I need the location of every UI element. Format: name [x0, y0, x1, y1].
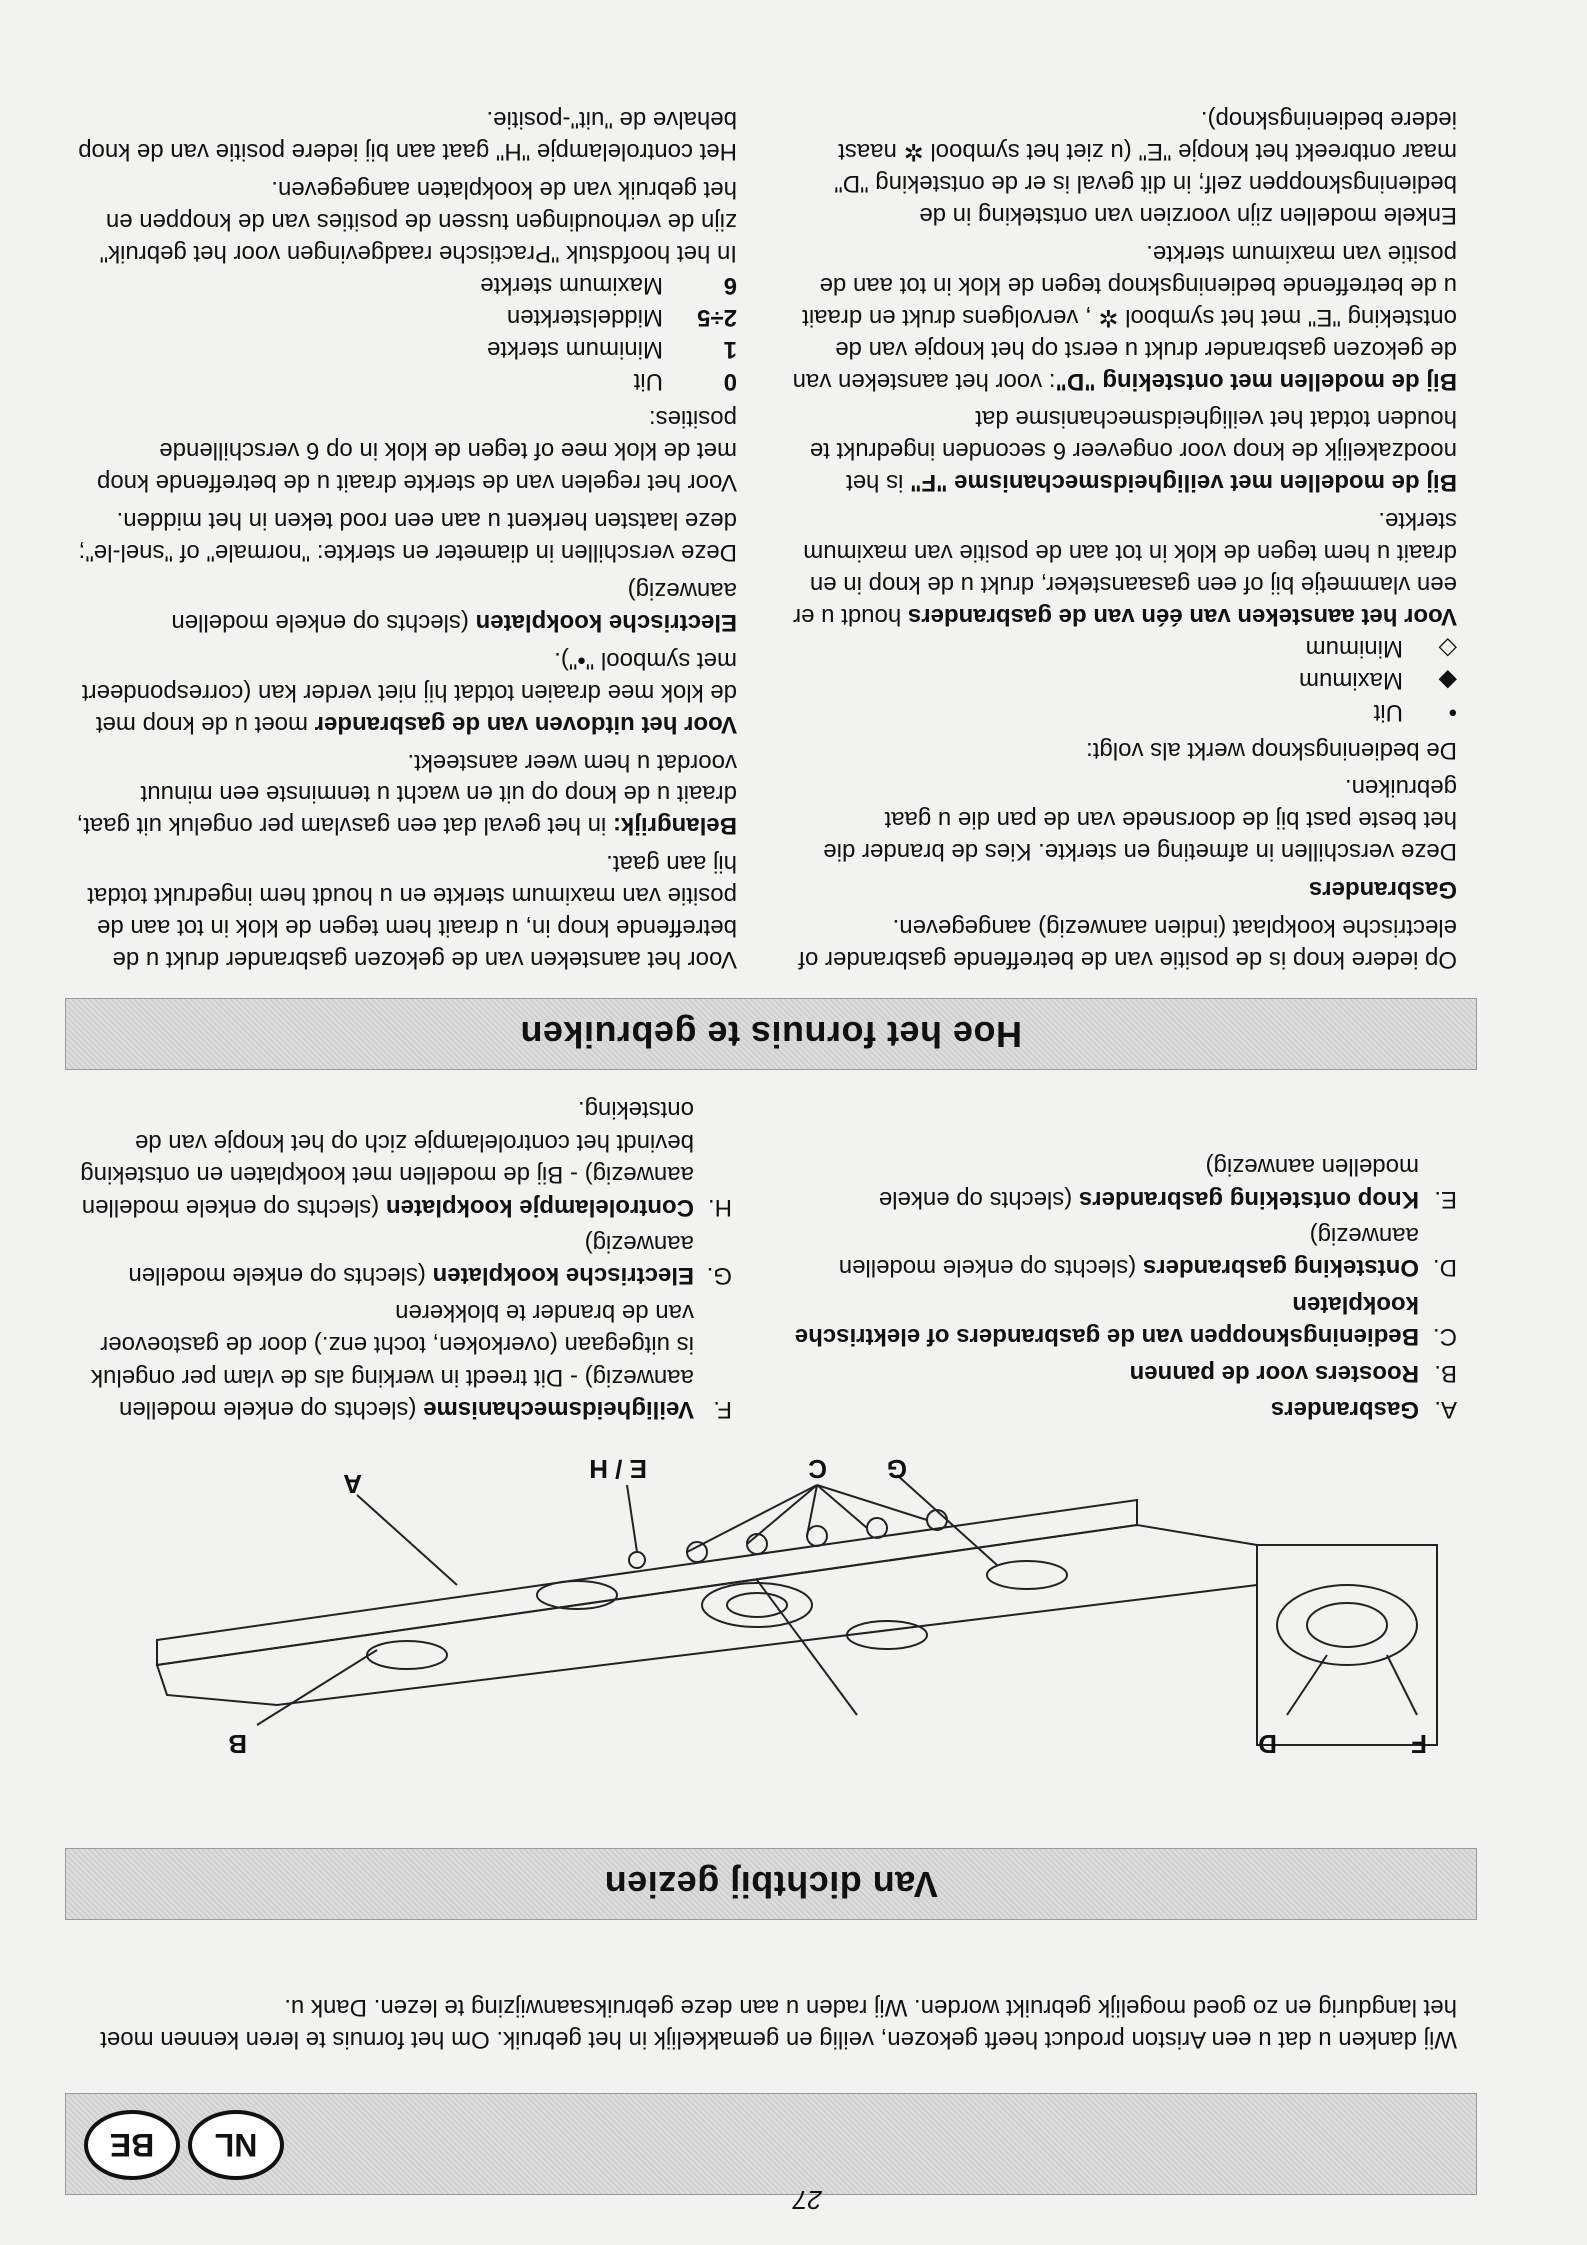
paragraph-electric-types: Deze verschillen in diameter en sterkte: "normale" of "snel-le"; deze laatsten herkent u aan een rood teken in het midden. [78, 507, 737, 567]
figure-label-a: A [343, 1469, 362, 1499]
figure-label-g: G [886, 1454, 907, 1484]
paragraph-ignition: Bij de modellen met ontsteking "D": voor het aansteken van de gekozen gasbrander drukt u eerst op het knopje van de ontsteking "E" met het symbool ✲ , vervolgens drukt en draait u de betreffende bedieningsknop tegen de klok in tot aan de positie van maximum sterkte. [792, 239, 1457, 395]
paragraph-extinguish: Voor het uitdoven van de gasbrander moet u de knop met de klok mee draaien totdat hij niet verder kan (correspondeert met symbool "•"). [81, 646, 737, 738]
legend-item: H. Controlelampje kookplaten (slechts op enkele modellen aanwezig) - Bij de modellen met kookplaten en ontsteking bevindt het controlelampje zich op het knopje van de ontsteking. [80, 1096, 732, 1221]
legend-item: F. Veiligheidsmechanisme (slechts op enkele modellen aanwezig) - Dit treedt in werking als de vlam per ongeluk is uitgegaan (overkoken, tocht enz.) door de gastoevoer van de brander te blokkeren [91, 1298, 732, 1423]
section-band-closeup [65, 1848, 1477, 1920]
page-number: 27 [793, 2185, 822, 2215]
cooktop-diagram [77, 1445, 1457, 1825]
figure-label-d: D [1258, 1729, 1277, 1759]
position-row: 6 Maximum sterkte [480, 271, 737, 299]
figure-label-b: B [228, 1729, 247, 1759]
knob-row-max: ◆ Maximum [787, 664, 1457, 696]
paragraph-knob-positions: Op iedere knop is de positie van de betreffende gasbrander of electrische kookplaat (indien aanwezig) aangegeven. [798, 914, 1457, 973]
intro-text [77, 1990, 1457, 2055]
cooktop-illustration [157, 1475, 1257, 1725]
section-title-howto: Hoe het fornuis te gebruiken [519, 1014, 1023, 1055]
legend-item: B. Roosters voor de pannen [1129, 1359, 1457, 1387]
paragraph-regulate: Voor het regelen van de sterkte draait u de betreffende knop met de klok mee of tegen de klok in op 6 verschillende posities: [96, 405, 737, 497]
intro-paragraph: Wij danken u dat u een Ariston product heeft gekozen, veilig en gemakkelijk in het gebruik. Om het fornuis te leren kennen moet het langdurig en zo goed mogelijk gebruikt worden. Wij raden u aan deze gebruiksaanwijzing te lezen. Dank u. [100, 1993, 1457, 2053]
column-right [67, 97, 737, 975]
legend-item: A. Gasbranders [1270, 1396, 1457, 1423]
figure-label-c: C [808, 1454, 827, 1484]
paragraph-models: Enkele modellen zijn voorzien van ontsteking in de bedieningsknoppen zelf; in dit geval is er de ontsteking "D" maar ontbreekt het knopje "E" (u ziet het symbool ✲ naast iedere bedieningsknop). [834, 106, 1457, 230]
dot-icon: • [1448, 698, 1457, 726]
paragraph-safety: Bij de modellen met veiligheidsmechanisme "F" is het noodzakelijk de knop voor ongeveer 6 seconden ingedrukt te houden totdat het veiligheidsmechanisme dat [809, 405, 1457, 497]
column-left [787, 97, 1457, 975]
paragraph-knob-intro: De bedieningsknop werkt als volgt: [1086, 736, 1457, 764]
language-badge-nl: NL [188, 2110, 284, 2180]
paragraph-lighting: Voor het aansteken van één van de gasbranders houdt u er een vlammetje bij of een gasaansteker, drukt u de knop in en draait u hem tegen de klok in tot aan de positie van maximum sterkte. [793, 507, 1457, 630]
knob-row-off: • Uit [787, 696, 1457, 728]
position-row: 2÷5 Middelsterkten [506, 303, 737, 331]
language-badge-be: BE [84, 2110, 180, 2180]
section-title-closeup: Van dichtbij gezien [604, 1864, 938, 1905]
legend-item: G. Electrische kookplaten (slechts op enkele modellen aanwezig) [128, 1230, 732, 1290]
legend-item: C. Bedieningsknoppen van de gasbranders of elektrische kookplaten [794, 1290, 1457, 1351]
small-flame-icon: ◇ [1438, 634, 1457, 662]
header-band [65, 2093, 1477, 2195]
figure-label-eh: E / H [589, 1454, 647, 1484]
paragraph-gas-burners: Deze verschillen in afmeting en sterkte. Kies de brander die het beste past bij de doorsnede van de pan die u gaat gebruiken. [823, 774, 1457, 866]
position-row: 0 Uit [633, 367, 737, 395]
legend-item: E. Knop ontsteking gasbranders (slechts op enkele modellen aanwezig) [878, 1153, 1457, 1213]
burner-detail-illustration [1257, 1545, 1437, 1745]
paragraph-electric: Electrische kookplaten (slechts op enkele modellen aanwezig) [171, 577, 737, 636]
paragraph-lighting-alt: Voor het aansteken van de gekozen gasbrander drukt u de betreffende knop in, u draait hem tegen de klok in tot aan de positie van maximum sterkte en u houdt hem ingedrukt totdat hij aan gaat. [87, 850, 737, 973]
large-flame-icon: ◆ [1438, 666, 1457, 694]
paragraph-important: Belangrijk: in het geval dat een gasvlam per ongeluk uit gaat, draait u de knop op uit en wacht u tenminste een minuut voordat u hem weer aansteekt. [76, 748, 737, 840]
position-row: 1 Minimum sterkte [486, 335, 737, 363]
legend-list-right [72, 1089, 732, 1425]
legend-item: D. Ontsteking gasbranders (slechts op enkele modellen aanwezig) [838, 1222, 1457, 1282]
paragraph-lamp: Het controlelampje "H" gaat aan bij iedere positie van de knop behalve de "uit"-positie. [78, 106, 737, 166]
language-badges [84, 2110, 284, 2180]
heading-gas-burners: Gasbranders [1308, 876, 1457, 904]
knob-row-min: ◇ Minimum [787, 632, 1457, 664]
figure-label-f: F [1411, 1729, 1427, 1759]
paragraph-advice: In het hoofdstuk "Practische raadgevingen voor het gebruik" zijn de verhoudingen tussen de posities van de knoppen en het gebruik van de kookplaten aangegeven. [99, 176, 737, 267]
section-band-howto [65, 998, 1477, 1070]
legend-list-left [777, 1146, 1457, 1425]
